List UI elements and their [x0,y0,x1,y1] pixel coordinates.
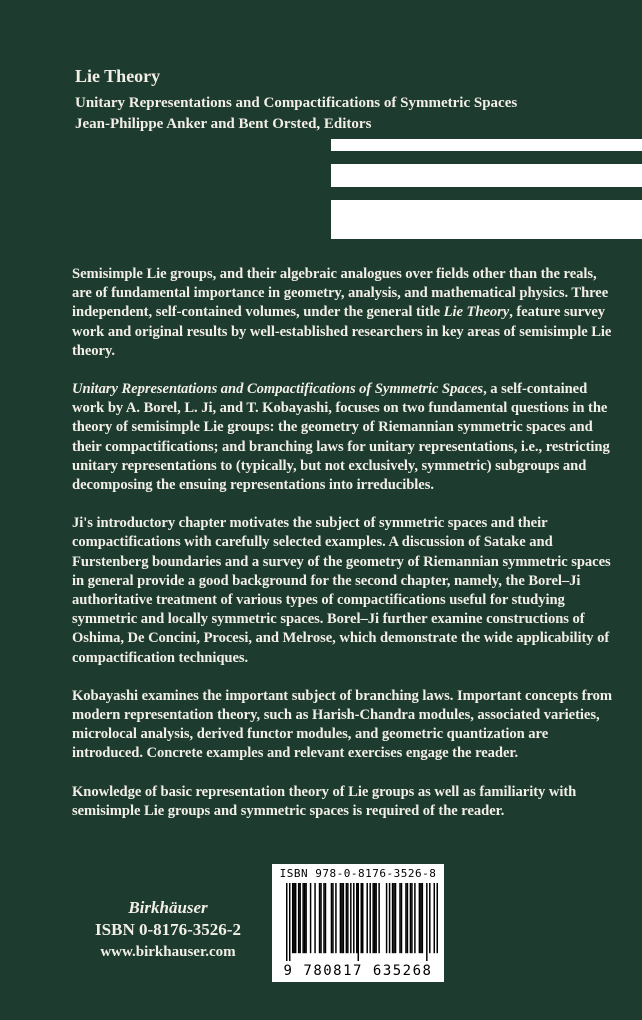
barcode-bar [310,883,311,953]
barcode-bar [401,883,402,953]
barcode-bar [314,883,315,953]
book-subtitle: Unitary Representations and Compactifications of Symmetric Spaces [75,95,518,111]
paragraph-1: Semisimple Lie groups, and their algebraic analogues over fields other than the reals, are of fundamental importance in geometry, analysis, and mathematical physics. Three independent, self-contained volumes, under the general title Lie Theory, feature survey work and original results by well-established researchers in key areas of semisimple Lie theory. [72,266,612,359]
barcode-bar [414,883,415,953]
barcode-bar [325,883,326,953]
barcode-bar [366,883,367,953]
barcode-bar [392,883,393,953]
barcode-bar [372,883,373,953]
barcode-bar [353,883,354,953]
barcode-bar [340,883,341,953]
barcode-bar [323,883,324,953]
barcode-bar [429,883,430,953]
barcode-bar [369,883,370,953]
barcode-bar [347,883,348,953]
barcode-isbn-label: ISBN 978-0-8176-3526-8 [279,867,437,880]
barcode-bar [362,883,363,953]
barcode-bar [332,883,333,953]
barcode-bar [410,883,411,953]
publisher-isbn: ISBN 0-8176-3526-2 [95,920,241,939]
barcode [272,864,444,982]
barcode-bar [426,883,427,961]
book-editors: Jean-Philippe Anker and Bent Orsted, Editors [75,116,372,132]
barcode-bar [305,883,306,953]
publisher-name: Birkhäuser [128,898,208,917]
barcode-bar [422,883,423,953]
barcode-bar [341,883,342,953]
decorative-stripe-2 [331,164,642,187]
barcode-bars [286,883,438,961]
barcode-bar [374,883,375,953]
barcode-bar [386,883,387,953]
barcode-bar [356,883,357,953]
barcode-bar [289,883,290,961]
barcode-bar [302,883,303,953]
book-header [75,66,517,135]
barcode-bar [407,883,408,953]
decorative-stripe-3 [331,200,642,239]
publisher-url: www.birkhauser.com [100,944,236,960]
barcode-bar [437,883,438,953]
barcode-bar [346,883,347,953]
barcode-bar [405,883,406,953]
paragraph-2: Unitary Representations and Compactifications of Symmetric Spaces, a self-contained work by A. Borel, L. Ji, and T. Kobayashi, focuses on two fundamental questions in the theory of semisimple Lie groups: the geometry of Riemannian symmetric spaces and their compactifications; and branching laws for unitary representations, i.e., restricting unitary representations to (typically, but not exclusively, symmetric) subgroups and decomposing the ensuing representations into irreducibles. [72,381,610,494]
barcode-bar [295,883,296,953]
barcode-bar [389,883,390,953]
barcode-bar [411,883,412,953]
barcode-bar [331,883,332,953]
barcode-bar [358,883,359,961]
book-title: Lie Theory [75,66,161,86]
barcode-bar [378,883,379,953]
barcode-bar [298,883,299,953]
barcode-bar [420,883,421,953]
barcode-bar [292,883,293,953]
publisher-block [72,897,264,963]
barcode-bar [286,883,287,961]
barcode-bar [343,883,344,953]
decorative-stripe-1 [331,139,642,151]
barcode-bar [375,883,376,953]
paragraph-4: Kobayashi examines the important subject of branching laws. Important concepts from modern representation theory, such as Harish-Chandra modules, associated varieties, microlocal analysis, derived functor modules, and geometric quantization are introduced. Concrete examples and relevant exercises engage the reader. [72,687,613,762]
barcode-bar [395,883,396,953]
barcode-bar [299,883,300,953]
barcode-bar [304,883,305,953]
barcode-bar [350,883,351,953]
barcode-bar [320,883,321,953]
barcode-bar [419,883,420,953]
barcode-bar [319,883,320,953]
barcode-bar [434,883,435,953]
barcode-bar [335,883,336,953]
back-cover-description [72,265,617,840]
paragraph-3: Ji's introductory chapter motivates the subject of symmetric spaces and their compactifications with carefully selected examples. A discussion of Satake and Furstenberg boundaries and a survey of the geometry of Riemannian symmetric spaces in general provide a good background for the second chapter, namely, the Borel–Ji authoritative treatment of various types of compactifications useful for studying symmetric and locally symmetric spaces. Borel–Ji further examine constructions of Oshima, De Concini, Procesi, and Melrose, which demonstrate the wide applicability of compactification techniques. [72,515,611,666]
barcode-bar [361,883,362,953]
barcode-bar [399,883,400,953]
barcode-bar [293,883,294,953]
barcode-bar [393,883,394,953]
paragraph-5: Knowledge of basic representation theory of Lie groups as well as familiarity with semisimple Lie groups and symmetric spaces is required of the reader. [72,783,577,819]
barcode-digits: 9 780817 635268 [283,963,433,979]
